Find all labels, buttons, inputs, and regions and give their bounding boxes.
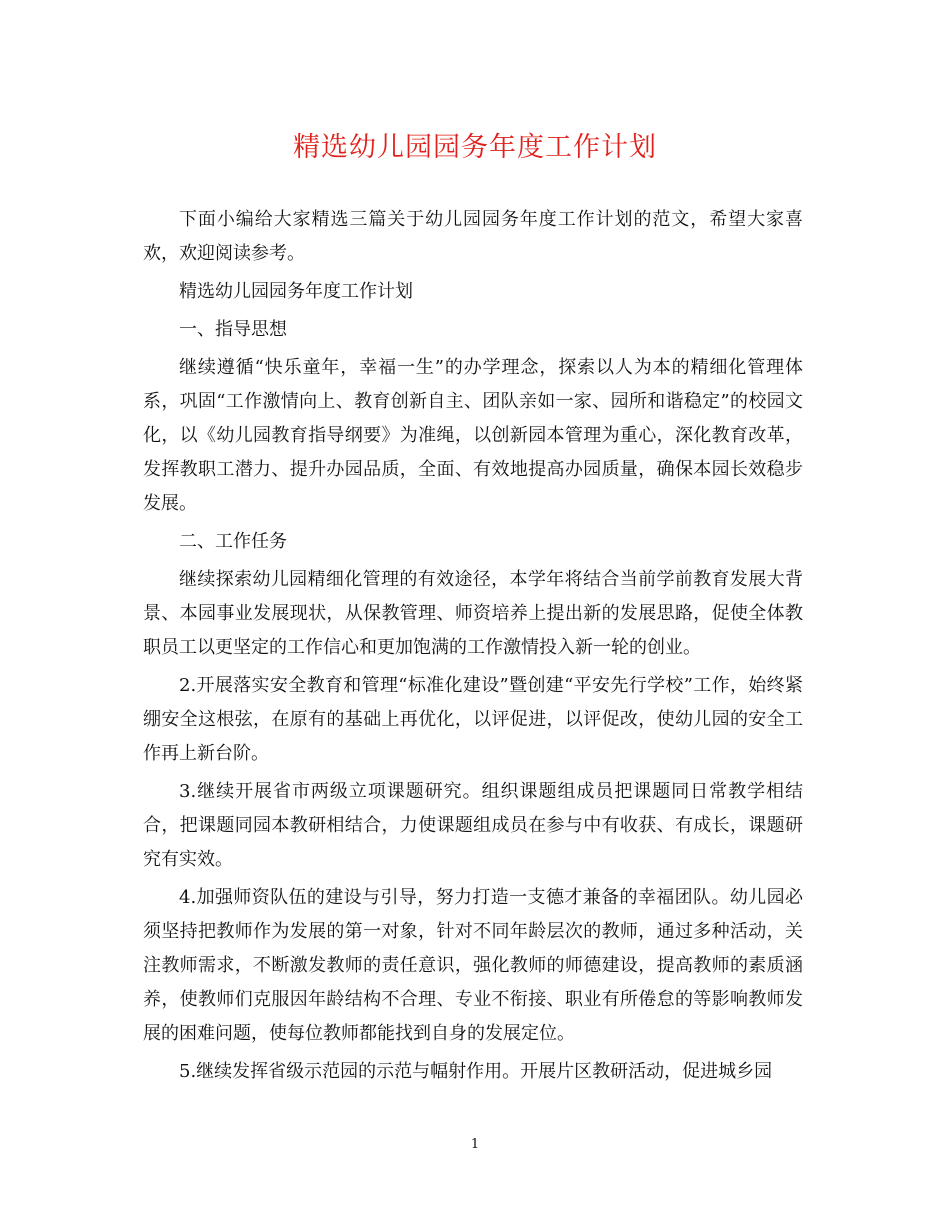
task-item-2: 2.开展落实安全教育和管理“标准化建设”暨创建“平安先行学校”工作，始终紧绷安全这根弦，在原有的基础上再优化，以评促进，以评促改，使幼儿园的安全工作再上新台阶。	[143, 675, 803, 764]
section-heading-work-tasks: 二、工作任务	[179, 531, 287, 552]
subtitle-paragraph: 精选幼儿园园务年度工作计划	[179, 281, 413, 302]
task-item-4: 4.加强师资队伍的建设与引导，努力打造一支德才兼备的幸福团队。幼儿园必须坚持把教师作为发展的第一对象，针对不同年龄层次的教师，通过多种活动，关注教师需求，不断激发教师的责任意识，强化教师的师德建设，提高教师的素质涵养，使教师们克服因年龄结构不合理、专业不衔接、职业有所倦怠的等影响教师发展的困难问题，使每位教师都能找到自身的发展定位。	[143, 887, 803, 1044]
task-item-5: 5.继续发挥省级示范园的示范与幅射作用。开展片区教研活动，促进城乡园	[179, 1061, 773, 1082]
body-paragraph: 继续遵循“快乐童年，幸福一生”的办学理念，探索以人为本的精细化管理体系，巩固“工作激情向上、教育创新自主、团队亲如一家、园所和谐稳定”的校园文化，以《幼儿园教育指导纲要》为准绳，以创新园本管理为重心，深化教育改革，发挥教职工潜力、提升办园品质，全面、有效地提高办园质量，确保本园长效稳步发展。	[143, 357, 803, 514]
page-number: 1	[470, 1137, 480, 1152]
section-heading-guiding-thought: 一、指导思想	[179, 319, 287, 340]
task-item-3: 3.继续开展省市两级立项课题研究。组织课题组成员把课题同日常教学相结合，把课题同园本教研相结合，力使课题组成员在参与中有收获、有成长，课题研究有实效。	[143, 781, 803, 870]
document-body	[143, 203, 803, 1093]
body-paragraph: 继续探索幼儿园精细化管理的有效途径，本学年将结合当前学前教育发展大背景、本园事业发展现状，从保教管理、师资培养上提出新的发展思路，促使全体教职员工以更坚定的工作信心和更加饱满的工作激情投入新一轮的创业。	[143, 569, 803, 658]
document-title: 精选幼儿园园务年度工作计划	[293, 132, 657, 163]
intro-paragraph: 下面小编给大家精选三篇关于幼儿园园务年度工作计划的范文，希望大家喜欢，欢迎阅读参考。	[143, 209, 803, 264]
